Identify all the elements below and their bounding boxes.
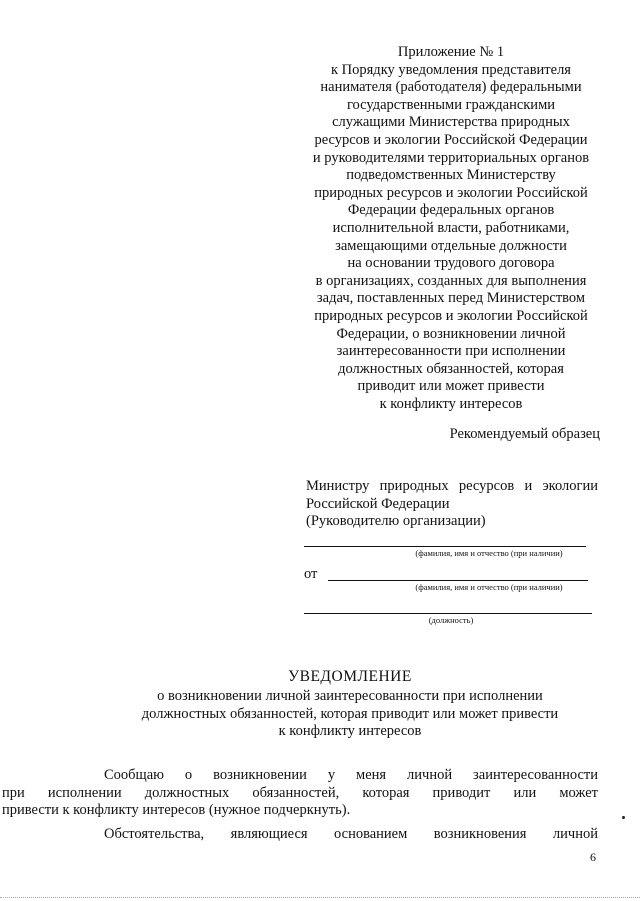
appendix-line: Приложение № 1 [397, 44, 505, 60]
page-number: 6 [590, 850, 596, 864]
appendix-line: к Порядку уведомления представителя [331, 61, 571, 78]
appendix-line: служащими Министерства природных [332, 114, 570, 131]
name-field-hint: (фамилия, имя и отчество (при наличии) [415, 548, 563, 558]
body-line: привести к конфликту интересов (нужное подчеркнуть). [2, 802, 351, 819]
body-line: Обстоятельства, являющиеся основанием возникновения личной [104, 825, 598, 842]
subtitle-line: должностных обязанностей, которая приводит или может привести [141, 705, 559, 722]
name-field[interactable] [304, 532, 594, 562]
position-field-line [304, 613, 592, 614]
name-field-line [304, 546, 586, 547]
appendix-line: и руководителями территориальных органов [312, 149, 590, 166]
appendix-line: государственными гражданскими [346, 96, 556, 113]
appendix-line: подведомственных Министерству [346, 167, 556, 184]
body-line: при исполнении должностных обязанностей, которая приводит или может [2, 784, 598, 801]
scan-edge [0, 897, 640, 901]
addressee-line: (Руководителю организации) [306, 513, 486, 530]
appendix-line: природных ресурсов и экологии Российской [314, 184, 588, 201]
position-field-hint: (должность) [428, 615, 474, 625]
addressee-line: Российской Федерации [306, 495, 450, 512]
appendix-line: Федерации федеральных органов [347, 202, 555, 219]
appendix-line: ресурсов и экологии Российской Федерации [314, 131, 588, 148]
scan-mark [622, 816, 625, 819]
body-line: Сообщаю о возникновении у меня личной заинтересованности [104, 767, 598, 783]
from-prefix: от [304, 566, 318, 582]
from-field-line [328, 580, 588, 581]
appendix-line: заинтересованности при исполнении [336, 343, 566, 360]
appendix-line: исполнительной власти, работниками, [332, 219, 570, 236]
appendix-line: приводит или может привести [357, 378, 545, 395]
appendix-line: природных ресурсов и экологии Российской [314, 307, 588, 324]
notice-subtitle [0, 688, 640, 741]
appendix-line: на основании трудового договора [347, 255, 555, 272]
from-field-hint: (фамилия, имя и отчество (при наличии) [415, 582, 563, 592]
appendix-header [296, 44, 606, 413]
sample-label: Рекомендуемый образец [449, 426, 600, 442]
addressee-line: Министру природных ресурсов и экологии [306, 478, 598, 494]
appendix-line: в организациях, созданных для выполнения [315, 272, 587, 289]
appendix-line: задач, поставленных перед Министерством [316, 290, 586, 307]
subtitle-line: о возникновении личной заинтересованности при исполнении [157, 688, 543, 704]
addressee-block [306, 478, 598, 531]
notice-title: УВЕДОМЛЕНИЕ [288, 668, 412, 685]
appendix-line: должностных обязанностей, которая [338, 360, 564, 377]
subtitle-line: к конфликту интересов [278, 723, 422, 740]
appendix-line: замещающими отдельные должности [335, 237, 567, 254]
notice-body [2, 767, 598, 843]
from-field[interactable] [304, 566, 594, 596]
appendix-line: к конфликту интересов [379, 395, 523, 412]
appendix-line: Федерации, о возникновении личной [336, 325, 566, 342]
position-field[interactable] [304, 600, 594, 630]
appendix-line: нанимателя (работодателя) федеральными [320, 79, 582, 96]
